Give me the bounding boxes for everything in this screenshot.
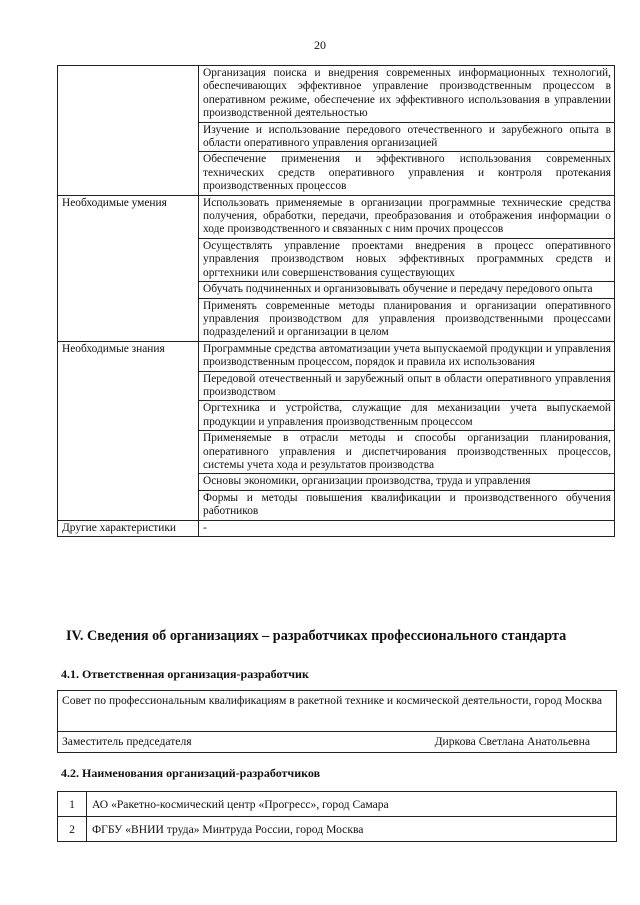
table-cell: Осуществлять управление проектами внедрения в процесс оперативного управления производством новых эффективных программных средств и оргтехники или совершенствования существующих (199, 238, 615, 281)
signatory-position: Заместитель председателя (62, 735, 192, 748)
developer-name: ФГБУ «ВНИИ труда» Минтруда России, город Москва (87, 817, 617, 842)
knowledge-label: Необходимые знания (58, 341, 199, 520)
table-row (58, 195, 615, 238)
table-cell: Оргтехника и устройства, служащие для механизации учета выпускаемой продукции и управления производственным процессом (199, 401, 615, 431)
skills-knowledge-table (57, 65, 615, 537)
skills-label: Необходимые умения (58, 195, 199, 341)
page-number: 20 (314, 38, 326, 52)
table-cell: Формы и методы повышения квалификации и производственного обучения работников (199, 490, 615, 520)
table-cell: Передовой отечественный и зарубежный опыт в области оперативного управления производством (199, 371, 615, 401)
table-cell: Применяемые в отрасли методы и способы организации планирования, оперативного управления и диспетчирования производственных процессов, системы учета хода и результатов производства (199, 431, 615, 474)
table-row (58, 691, 617, 732)
responsible-org-table (57, 690, 617, 753)
table-cell: Применять современные методы планирования и организации оперативного управления производством для управления производственными процессами подразделений и организации в целом (199, 298, 615, 341)
signatory-cell (58, 732, 617, 753)
table-row (58, 66, 615, 123)
table-cell: Обеспечение применения и эффективного использования современных технических средств оперативного управления и контроля протекания производственных процессов (199, 152, 615, 195)
developers-heading: 4.2. Наименования организаций-разработчиков (61, 766, 321, 780)
table-cell: Использовать применяемые в организации программные технические средства получения, обработки, передачи, преобразования и отображения информации о ходе производственного и связанных с ним прочих процессов (199, 195, 615, 238)
table-row (58, 817, 617, 842)
row-number: 1 (58, 792, 87, 817)
table-cell: Организация поиска и внедрения современных информационных технологий, обеспечивающих эффективное управление производственным процессом в оперативном режиме, обеспечение их эффективного использования в управлении производственной деятельностью (199, 66, 615, 123)
table-row (58, 792, 617, 817)
section-heading: IV. Сведения об организациях – разработчиках профессионального стандарта (66, 628, 567, 644)
developer-name: АО «Ракетно-космический центр «Прогресс», город Самара (87, 792, 617, 817)
table-cell: Обучать подчиненных и организовывать обучение и передачу передового опыта (199, 282, 615, 298)
other-characteristics-label: Другие характеристики (58, 520, 199, 536)
row-number: 2 (58, 817, 87, 842)
responsible-org-heading: 4.1. Ответственная организация-разработчик (61, 667, 309, 681)
signatory-name: Диркова Светлана Анатольевна (434, 735, 590, 748)
empty-label-cell (58, 66, 199, 196)
table-row (58, 732, 617, 753)
table-cell: Основы экономики, организации производства, труда и управления (199, 474, 615, 490)
signatory-row (62, 735, 612, 749)
responsible-org-name: Совет по профессиональным квалификациям в ракетной технике и космической деятельности, город Москва (58, 691, 617, 732)
table-cell: Изучение и использование передового отечественного и зарубежного опыта в области оперативного управления организацией (199, 122, 615, 152)
table-row (58, 341, 615, 371)
table-cell: Программные средства автоматизации учета выпускаемой продукции и управления производственным процессом, порядок и правила их использования (199, 341, 615, 371)
other-characteristics-value: - (199, 520, 615, 536)
table-row (58, 520, 615, 536)
developers-table (57, 791, 617, 842)
